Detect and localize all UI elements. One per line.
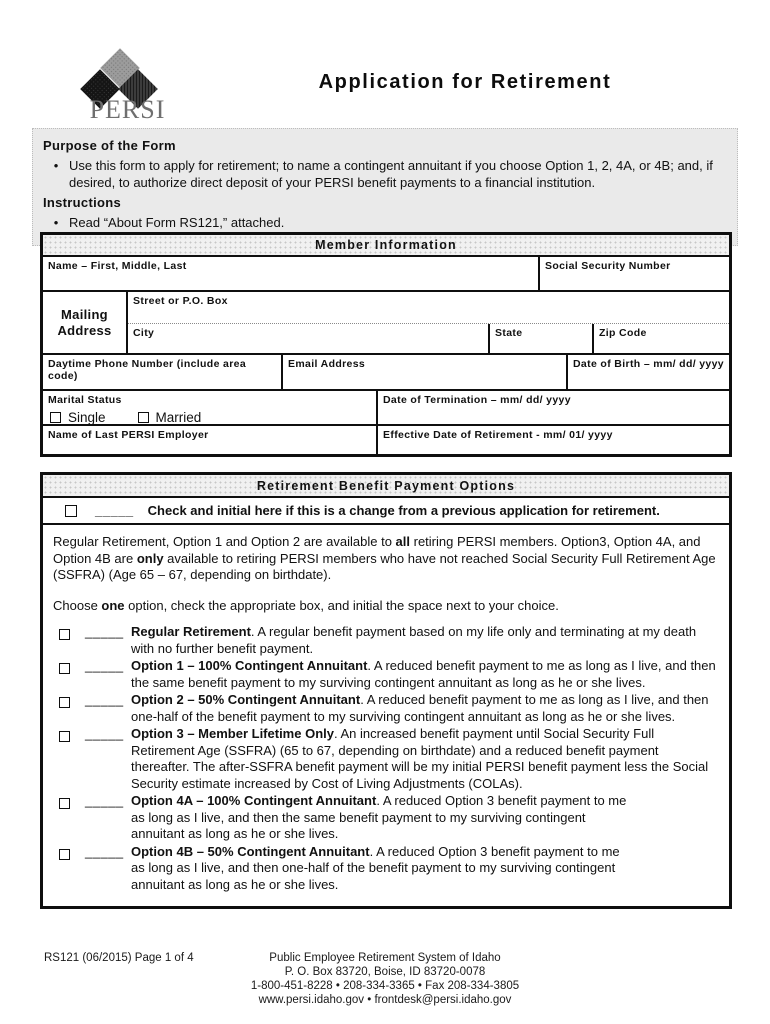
employer-field-label: Name of Last PERSI Employer xyxy=(48,429,209,441)
address-cells xyxy=(126,292,729,353)
employer-field-cell[interactable] xyxy=(43,426,376,454)
option-text xyxy=(131,726,721,792)
email-field-label: Email Address xyxy=(288,358,366,370)
city-field-label: City xyxy=(133,327,155,339)
phone-field-cell[interactable] xyxy=(43,355,281,389)
option-desc: . A regular benefit payment based on my life only and terminating at my death with no further benefit payment. xyxy=(131,624,697,656)
option-desc: . A reduced Option 3 benefit payment to me as long as I live, and then one-half of the benefit payment to my surviving contingent annuitant as long as he or she lives. xyxy=(131,843,620,892)
ssn-field-cell[interactable] xyxy=(538,257,729,290)
bullet-icon: • xyxy=(53,215,59,230)
table-row xyxy=(43,389,729,424)
table-row xyxy=(43,290,729,353)
logo-text: PERSI xyxy=(89,95,166,124)
org-address: P. O. Box 83720, Boise, ID 83720-0078 xyxy=(284,966,486,978)
option-row-4a xyxy=(51,793,721,843)
instructions-bullet-item xyxy=(41,215,725,232)
member-information-section xyxy=(40,232,732,457)
options-body xyxy=(43,525,729,906)
option-title: Option 1 – 100% Contingent Annuitant xyxy=(131,658,368,673)
option-row-4b xyxy=(51,844,721,894)
married-checkbox[interactable] xyxy=(138,412,149,423)
initial-blank[interactable]: _____ xyxy=(85,726,124,741)
member-information-header: Member Information xyxy=(43,235,729,257)
option-row-3 xyxy=(51,726,721,792)
zip-field-cell[interactable] xyxy=(592,324,729,353)
instructions-heading: Instructions xyxy=(43,195,121,210)
zip-field-label: Zip Code xyxy=(599,327,647,339)
option4a-checkbox[interactable] xyxy=(59,798,70,809)
option-title: Option 3 – Member Lifetime Only xyxy=(131,726,334,741)
option-title: Regular Retirement xyxy=(131,624,251,639)
initial-blank[interactable]: _____ xyxy=(85,624,124,639)
option1-checkbox[interactable] xyxy=(59,663,70,674)
initial-blank[interactable]: _____ xyxy=(85,843,124,859)
city-state-zip-row xyxy=(128,323,729,353)
change-application-row xyxy=(43,498,729,525)
payment-options-header: Retirement Benefit Payment Options xyxy=(43,475,729,498)
table-row xyxy=(43,424,729,454)
option-text xyxy=(131,793,721,843)
option-desc: . A reduced benefit payment to me as long as I live, and then the same benefit payment to my surviving contingent annuitant as long as he or she lives. xyxy=(131,658,716,690)
initial-blank[interactable]: _____ xyxy=(85,692,124,707)
dob-field-label: Date of Birth – mm/ dd/ yyyy xyxy=(573,358,725,370)
change-initial-blank[interactable]: _____ xyxy=(95,503,134,518)
option-row-2 xyxy=(51,692,721,725)
ssn-field-label: Social Security Number xyxy=(545,260,671,272)
mailing-address-label: Mailing Address xyxy=(57,306,112,338)
change-application-label: Check and initial here if this is a change from a previous application for retirement. xyxy=(147,503,660,518)
option-row-regular xyxy=(51,624,721,657)
option3-checkbox[interactable] xyxy=(59,731,70,742)
option-desc: . An increased benefit payment until Social Security Full Retirement Age (SSFRA) (65 to 67, depending on birthdate) and a reduced benefit payment thereafter. The after-SSFRA benefit payment will be my initial PERSI benefit payment less the Social Security estimate increased by Cost of Living Adjustments (COLAs). xyxy=(131,726,709,791)
name-field-cell[interactable] xyxy=(43,257,538,290)
option-title: Option 4A – 100% Contingent Annuitant xyxy=(131,793,377,808)
effective-date-label: Effective Date of Retirement - mm/ 01/ yyyy xyxy=(383,429,613,441)
table-row xyxy=(43,257,729,290)
options-choose-paragraph: Choose one option, check the appropriate box, and initial the space next to your choice. xyxy=(53,597,559,613)
option-text xyxy=(131,658,721,691)
option-title: Option 2 – 50% Contingent Annuitant xyxy=(131,692,361,707)
dob-field-cell[interactable] xyxy=(566,355,729,389)
table-row xyxy=(43,353,729,389)
state-field-label: State xyxy=(495,327,523,339)
marital-status-label: Marital Status xyxy=(48,394,122,406)
marital-choices xyxy=(43,406,376,425)
org-contact-block xyxy=(0,952,770,1008)
org-web-email: www.persi.idaho.gov • frontdesk@persi.idaho.gov xyxy=(258,994,512,1006)
option-text xyxy=(131,844,721,894)
state-field-cell[interactable] xyxy=(488,324,592,353)
purpose-bullet-text: Use this form to apply for retirement; to name a contingent annuitant if you choose Option 1, 2, 4A, or 4B; and, if desired, to authorize direct deposit of your PERSI benefit payments to a financial institution. xyxy=(69,158,713,190)
option4b-checkbox[interactable] xyxy=(59,849,70,860)
option-text xyxy=(131,624,721,657)
single-checkbox[interactable] xyxy=(50,412,61,423)
termination-date-label: Date of Termination – mm/ dd/ yyyy xyxy=(383,394,571,406)
mailing-address-label-cell xyxy=(43,292,126,353)
options-intro-paragraph: Regular Retirement, Option 1 and Option 2 are available to all retiring PERSI members. Option3, Option 4A, and Option 4B are only available to retiring PERSI members who have not reached Social Security Full Retirement Age (SSFRA) (Age 65 – 67, depending on birthdate). xyxy=(53,534,716,582)
name-field-label: Name – First, Middle, Last xyxy=(48,260,187,272)
marital-status-cell xyxy=(43,391,376,424)
initial-blank[interactable]: _____ xyxy=(85,658,124,673)
purpose-box xyxy=(32,128,738,246)
email-field-cell[interactable] xyxy=(281,355,566,389)
initial-blank[interactable]: _____ xyxy=(85,793,124,808)
form-number: RS121 (06/2015) Page 1 of 4 xyxy=(44,952,194,964)
bullet-icon: • xyxy=(53,158,59,173)
purpose-bullet-item xyxy=(41,158,725,191)
street-field-cell[interactable] xyxy=(128,292,729,323)
single-label: Single xyxy=(68,410,106,425)
termination-date-field-cell[interactable] xyxy=(376,391,729,424)
option-title: Option 4B – 50% Contingent Annuitant xyxy=(131,843,370,859)
phone-field-label: Daytime Phone Number (include area code) xyxy=(48,358,247,382)
payment-options-section xyxy=(40,472,732,909)
instructions-bullet-text: Read “About Form RS121,” attached. xyxy=(69,215,285,230)
option2-checkbox[interactable] xyxy=(59,697,70,708)
option-row-1 xyxy=(51,658,721,691)
page-title: Application for Retirement xyxy=(318,71,612,93)
regular-retirement-checkbox[interactable] xyxy=(59,629,70,640)
option-text xyxy=(131,692,721,725)
effective-date-field-cell[interactable] xyxy=(376,426,729,454)
change-application-checkbox[interactable] xyxy=(65,505,77,517)
option-desc: . A reduced benefit payment to me as long as I live, and then one-half of the benefit payment to my surviving contingent annuitant as long as he or she lives. xyxy=(131,692,709,724)
org-name: Public Employee Retirement System of Idaho xyxy=(269,952,501,964)
purpose-heading: Purpose of the Form xyxy=(43,138,176,153)
city-field-cell[interactable] xyxy=(128,324,488,353)
married-label: Married xyxy=(155,410,202,425)
street-field-label: Street or P.O. Box xyxy=(133,295,228,307)
option-desc: . A reduced Option 3 benefit payment to me as long as I live, and then the same benefit payment to my surviving contingent annuitant as long as he or she lives. xyxy=(131,793,627,841)
org-phones: 1-800-451-8228 • 208-334-3365 • Fax 208-334-3805 xyxy=(250,980,520,992)
